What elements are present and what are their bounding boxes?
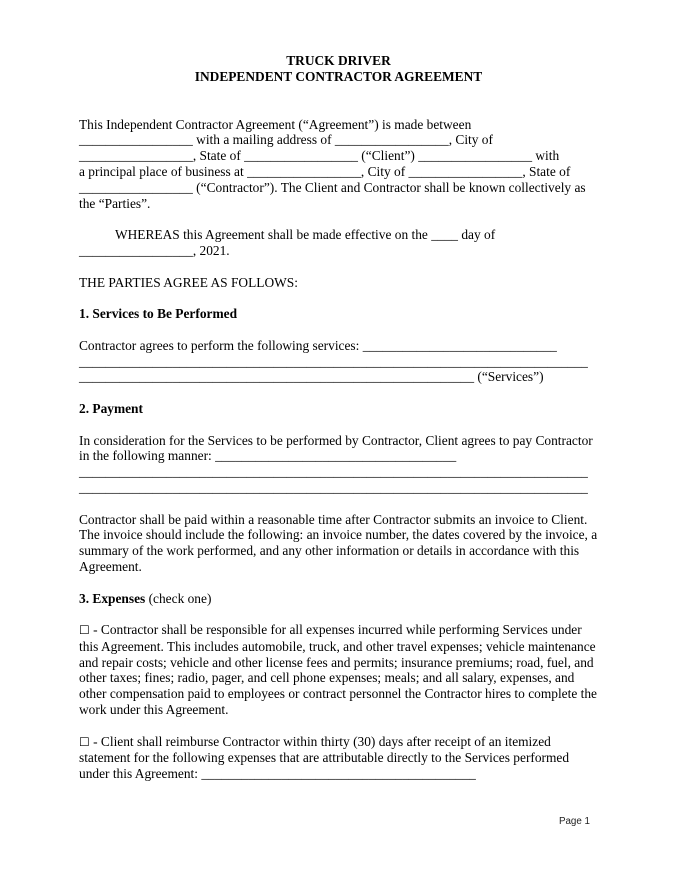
page-number: Page 1 [558, 816, 590, 827]
section-2-body [79, 433, 598, 496]
doc-line: under this Agreement: _________________________________________ [79, 766, 476, 782]
section-1-body [79, 338, 598, 385]
parties-agree-statement [79, 275, 598, 291]
document-title [79, 53, 598, 85]
invoice-paragraph [79, 512, 598, 575]
heading-expenses [79, 591, 598, 607]
doc-line: this Agreement. This includes automobile, truck, and other travel expenses; vehicle maintenance [79, 638, 596, 654]
whereas-clause [79, 227, 598, 259]
doc-line: other compensation paid to employees or contract personnel the Contractor hires to complete the [79, 686, 597, 702]
fill-in-blank-line[interactable]: ___________________________________________________________ (“Services”) [79, 369, 544, 385]
doc-line: in the following manner: ____________________________________ [79, 448, 457, 464]
doc-line: _________________ (“Contractor”). The Client and Contractor shall be known collectively as [79, 179, 586, 195]
option-2-text: - Client shall reimburse Contractor within thirty (30) days after receipt of an itemized [89, 733, 551, 749]
document-content [79, 53, 598, 798]
doc-line: _________________, State of _________________ (“Client”) _________________ with [79, 148, 560, 164]
option-1-text: - Contractor shall be responsible for all expenses incurred while performing Services under [89, 622, 582, 638]
title-line-2: INDEPENDENT CONTRACTOR AGREEMENT [194, 68, 483, 84]
doc-line: _________________ with a mailing address of _________________, City of [79, 132, 493, 148]
doc-line [79, 622, 598, 639]
expenses-option-1 [79, 622, 598, 718]
heading-services: 1. Services to Be Performed [79, 306, 238, 322]
expenses-option-2 [79, 734, 598, 782]
intro-paragraph [79, 117, 598, 212]
doc-line: the “Parties”. [79, 195, 151, 211]
doc-line [79, 734, 598, 751]
doc-line: Contractor shall be paid within a reasonable time after Contractor submits an invoice to Client. [79, 511, 588, 527]
section-1-heading [79, 306, 598, 322]
doc-line: THE PARTIES AGREE AS FOLLOWS: [79, 274, 298, 290]
checkbox-unchecked-icon[interactable]: ☐ [79, 734, 90, 749]
doc-line: The invoice should include the following: an invoice number, the dates covered by the invoice, a [79, 527, 598, 543]
fill-in-blank-line[interactable]: ____________________________________________________________________________ [79, 353, 588, 369]
checkbox-unchecked-icon[interactable]: ☐ [79, 623, 90, 638]
section-2-heading [79, 401, 598, 417]
doc-line: WHEREAS this Agreement shall be made effective on the ____ day of [115, 227, 496, 243]
doc-line: _________________, 2021. [79, 242, 230, 258]
heading-payment: 2. Payment [79, 400, 143, 416]
doc-line: summary of the work performed, and any other information or details in accordance with this [79, 543, 580, 559]
doc-line: statement for the following expenses that are attributable directly to the Services performed [79, 750, 570, 766]
section-3-heading [79, 591, 598, 607]
doc-line: Contractor agrees to perform the following services: _____________________________ [79, 337, 557, 353]
doc-line: a principal place of business at _________________, City of _________________, State of [79, 163, 571, 179]
doc-line: and repair costs; vehicle and other license fees and permits; insurance premiums; road, fuel, and [79, 654, 594, 670]
fill-in-blank-line[interactable]: ____________________________________________________________________________ [79, 479, 588, 495]
doc-line: work under this Agreement. [79, 702, 229, 718]
doc-line: Agreement. [79, 558, 142, 574]
doc-line: This Independent Contractor Agreement (“Agreement”) is made between [79, 116, 472, 132]
heading-expenses-suffix: (check one) [145, 590, 212, 606]
fill-in-blank-line[interactable]: ____________________________________________________________________________ [79, 464, 588, 480]
title-line-1: TRUCK DRIVER [286, 53, 391, 68]
doc-line: In consideration for the Services to be performed by Contractor, Client agrees to pay Contractor [79, 432, 593, 448]
heading-expenses-bold: 3. Expenses [79, 590, 146, 606]
doc-line: other taxes; fines; radio, pager, and cell phone expenses; meals; and all salary, expenses, and [79, 670, 575, 686]
